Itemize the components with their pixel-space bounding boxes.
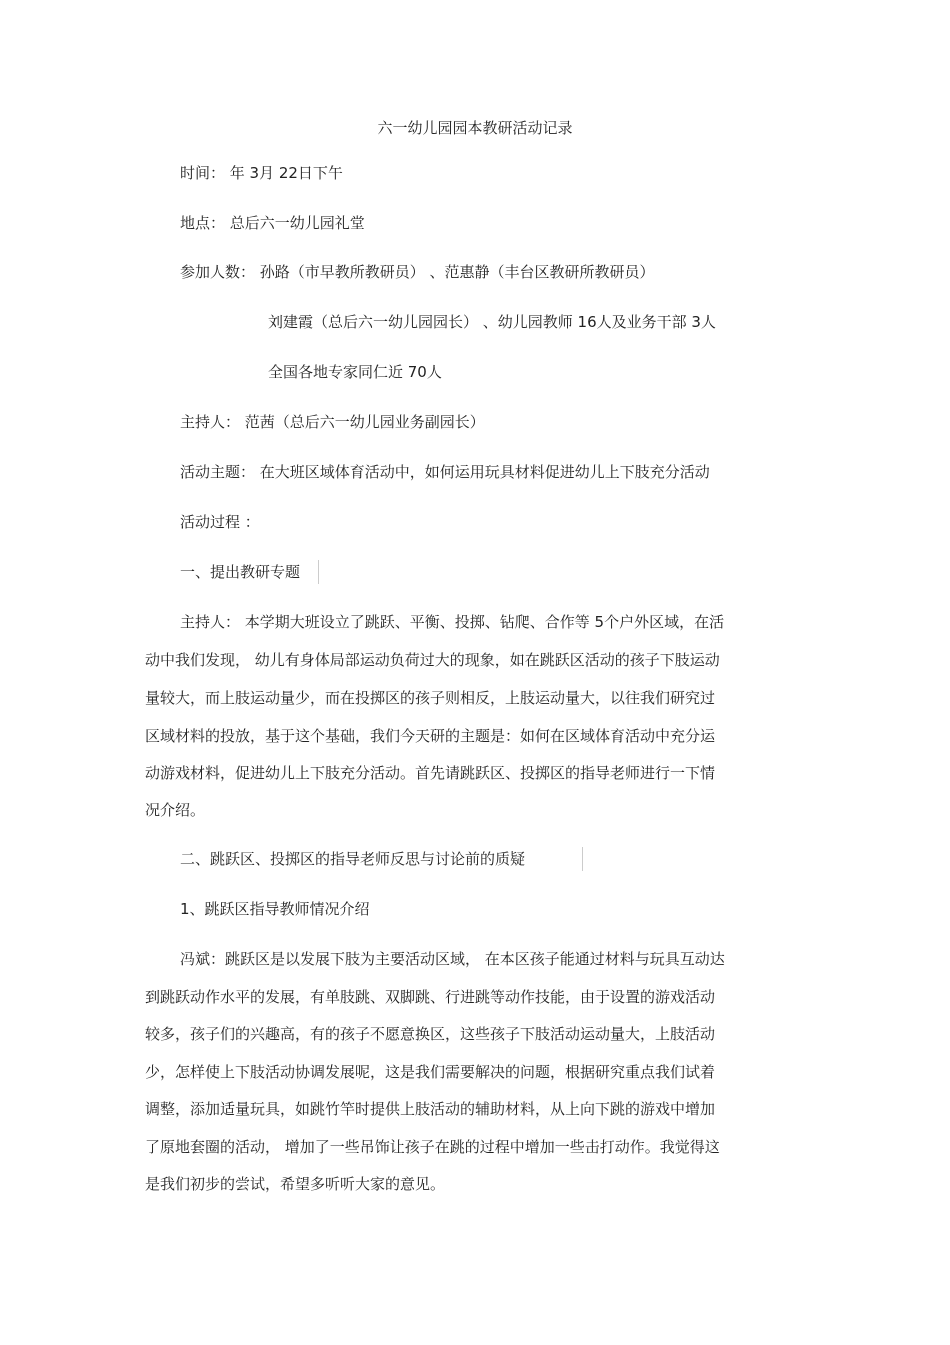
section1-heading: 一、提出教研专题 (180, 563, 301, 581)
place-line: 地点： 总后六一幼儿园礼堂 (180, 214, 365, 232)
section2-paragraph-line: 冯斌：跳跃区是以发展下肢为主要活动区域， 在本区孩子能通过材料与玩具互动达 (180, 950, 725, 968)
section2-paragraph-line: 是我们初步的尝试，希望多听听大家的意见。 (145, 1175, 446, 1193)
document-title: 六一幼儿园园本教研活动记录 (377, 119, 573, 137)
section2-paragraph-line: 较多，孩子们的兴趣高，有的孩子不愿意换区，这些孩子下肢活动运动量大，上肢活动 (145, 1025, 716, 1043)
participants-line-3: 全国各地专家同仁近 70人 (268, 363, 442, 381)
text-cursor-mark (318, 560, 319, 584)
text-cursor-mark (582, 847, 583, 871)
section1-paragraph-line: 主持人： 本学期大班设立了跳跃、平衡、投掷、钻爬、合作等 5个户外区域，在活 (180, 613, 725, 631)
section2-paragraph-line: 到跳跃动作水平的发展，有单肢跳、双脚跳、行进跳等动作技能，由于设置的游戏活动 (145, 988, 716, 1006)
participants-line-1: 参加人数： 孙路（市早教所教研员） 、范惠静（丰台区教研所教研员） (180, 263, 655, 281)
process-label: 活动过程 ： (180, 513, 260, 531)
section2-paragraph-line: 了原地套圈的活动， 增加了一些吊饰让孩子在跳的过程中增加一些击打动作。我觉得这 (145, 1138, 720, 1156)
section1-paragraph-line: 动游戏材料，促进幼儿上下肢充分活动。首先请跳跃区、投掷区的指导老师进行一下情 (145, 764, 716, 782)
section1-paragraph-line: 动中我们发现， 幼儿有身体局部运动负荷过大的现象，如在跳跃区活动的孩子下肢运动 (145, 651, 720, 669)
section1-paragraph-line: 况介绍。 (145, 801, 206, 819)
section2-paragraph-line: 少，怎样使上下肢活动协调发展呢，这是我们需要解决的问题，根据研究重点我们试着 (145, 1063, 716, 1081)
section2-heading: 二、跳跃区、投掷区的指导老师反思与讨论前的质疑 (180, 850, 526, 868)
section2-paragraph-line: 调整，添加适量玩具，如跳竹竿时提供上肢活动的辅助材料，从上向下跳的游戏中增加 (145, 1100, 716, 1118)
participants-line-2: 刘建霞（总后六一幼儿园园长） 、幼儿园教师 16人及业务干部 3人 (268, 313, 716, 331)
section1-paragraph-line: 量较大，而上肢运动量少，而在投掷区的孩子则相反，上肢运动量大，以往我们研究过 (145, 689, 716, 707)
theme-line: 活动主题： 在大班区域体育活动中，如何运用玩具材料促进幼儿上下肢充分活动 (180, 463, 710, 481)
host-line: 主持人： 范茜（总后六一幼儿园业务副园长） (180, 413, 485, 431)
section1-paragraph-line: 区域材料的投放，基于这个基础，我们今天研的主题是：如何在区域体育活动中充分运 (145, 727, 716, 745)
time-line: 时间： 年 3月 22日下午 (180, 164, 343, 182)
section2-subheading: 1、跳跃区指导教师情况介绍 (180, 900, 370, 918)
